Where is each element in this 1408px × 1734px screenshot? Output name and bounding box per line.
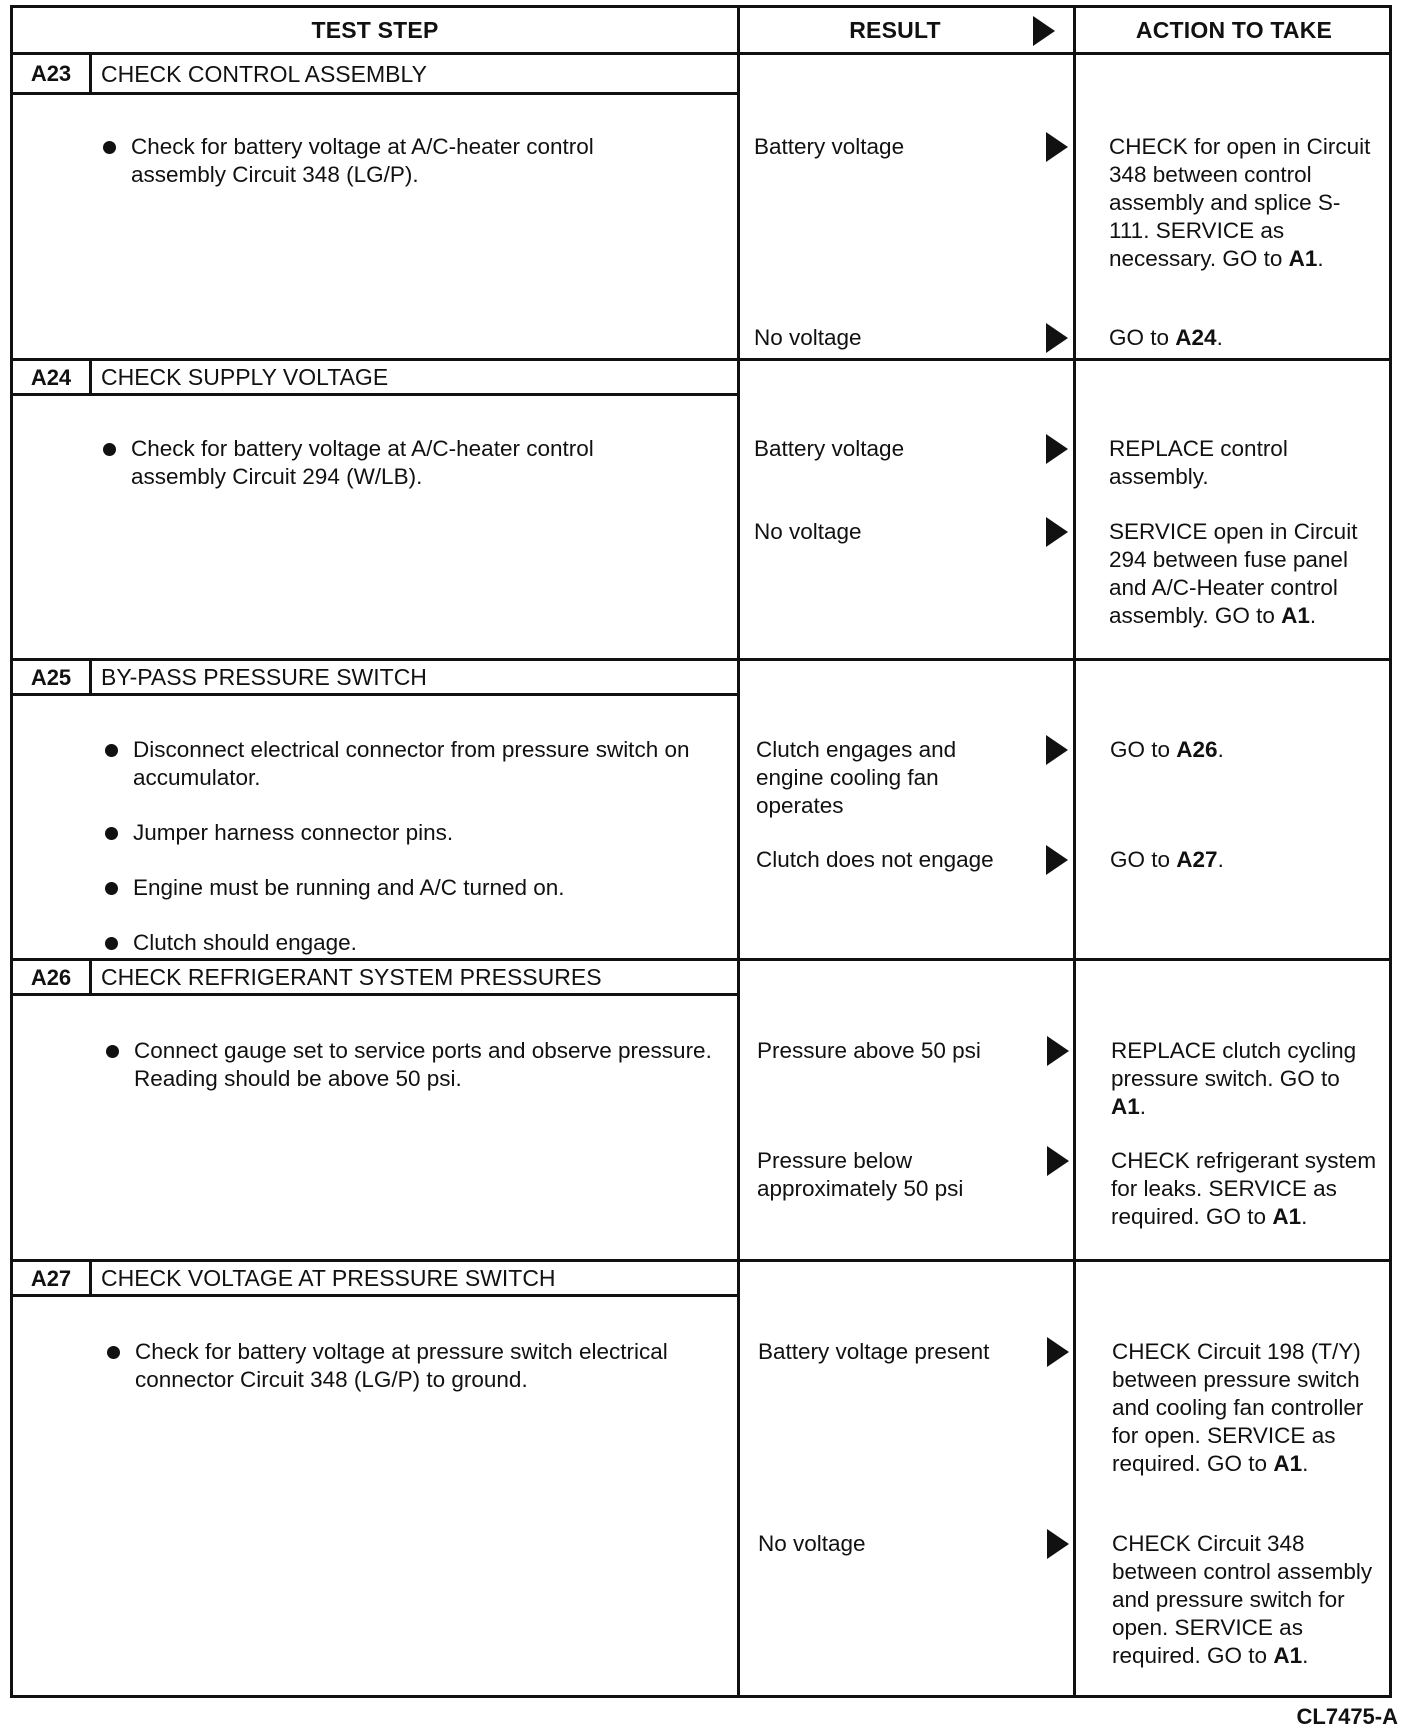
- title-underline: [13, 92, 737, 95]
- id-divider: [89, 361, 92, 394]
- id-divider: [89, 961, 92, 994]
- instruction-bullet: Clutch should engage.: [133, 929, 693, 957]
- figure-code: CL7475-A: [1296, 1704, 1398, 1729]
- step-title: BY-PASS PRESSURE SWITCH: [101, 664, 427, 690]
- result-text: No voltage: [758, 1531, 866, 1556]
- instruction-bullet: Check for battery voltage at A/C-heater control assembly Circuit 348 (LG/P).: [131, 133, 691, 189]
- action-text: GO to A24.: [1109, 325, 1223, 350]
- header-test-step: TEST STEP: [311, 16, 439, 43]
- result-arrow-icon: [1046, 434, 1068, 464]
- action-text: GO to A26.: [1110, 737, 1224, 762]
- result-arrow-icon: [1046, 517, 1068, 547]
- bullet-dot-icon: [105, 827, 118, 840]
- column-divider: [737, 8, 740, 1698]
- column-divider: [1073, 8, 1076, 1698]
- result-text: Battery voltage: [754, 134, 905, 159]
- step-title: CHECK CONTROL ASSEMBLY: [101, 60, 427, 87]
- result-text: Battery voltage present: [758, 1339, 990, 1364]
- result-text: Clutch engages and engine cooling fan operates: [756, 737, 957, 818]
- step-title: CHECK SUPPLY VOLTAGE: [101, 364, 389, 390]
- diagnostic-chart: [10, 5, 1392, 1698]
- result-text: No voltage: [754, 519, 862, 544]
- result-text: Clutch does not engage: [756, 847, 994, 872]
- bullet-dot-icon: [103, 443, 116, 456]
- instruction-bullet: Check for battery voltage at pressure switch electrical connector Circuit 348 (LG/P) to ground.: [135, 1338, 725, 1394]
- action-text: REPLACE control assembly.: [1109, 436, 1288, 489]
- result-arrow-icon: [1046, 323, 1068, 353]
- instruction-bullet: Engine must be running and A/C turned on.: [133, 874, 693, 902]
- action-text: CHECK Circuit 348 between control assembly and pressure switch for open. SERVICE as required. GO to A1.: [1112, 1531, 1373, 1668]
- bullet-dot-icon: [105, 937, 118, 950]
- header-arrow-icon: [1033, 16, 1055, 46]
- instruction-bullet: Check for battery voltage at A/C-heater control assembly Circuit 294 (W/LB).: [131, 435, 691, 491]
- result-arrow-icon: [1046, 132, 1068, 162]
- step-id: A26: [30, 964, 72, 990]
- action-text: CHECK Circuit 198 (T/Y) between pressure switch and cooling fan controller for open. SERVICE as required. GO to A1.: [1112, 1339, 1364, 1476]
- action-text: CHECK refrigerant system for leaks. SERVICE as required. GO to A1.: [1111, 1148, 1377, 1229]
- bullet-dot-icon: [106, 1045, 119, 1058]
- result-arrow-icon: [1047, 1146, 1069, 1176]
- bullet-dot-icon: [103, 141, 116, 154]
- result-text: Pressure above 50 psi: [757, 1038, 981, 1063]
- id-divider: [89, 1262, 92, 1295]
- bullet-dot-icon: [105, 882, 118, 895]
- id-divider: [89, 55, 92, 93]
- result-arrow-icon: [1047, 1529, 1069, 1559]
- instruction-bullet: Disconnect electrical connector from pressure switch on accumulator.: [133, 736, 693, 792]
- action-text: REPLACE clutch cycling pressure switch. GO to A1.: [1111, 1038, 1357, 1119]
- bullet-dot-icon: [107, 1346, 120, 1359]
- instruction-bullet: Jumper harness connector pins.: [133, 819, 693, 847]
- result-arrow-icon: [1047, 1337, 1069, 1367]
- step-id: A27: [30, 1265, 72, 1291]
- step-title: CHECK REFRIGERANT SYSTEM PRESSURES: [101, 964, 602, 990]
- result-text: Battery voltage: [754, 436, 905, 461]
- bullet-dot-icon: [105, 744, 118, 757]
- result-text: No voltage: [754, 325, 862, 350]
- chart-header: [13, 8, 1389, 55]
- result-text: Pressure below approximately 50 psi: [757, 1148, 964, 1201]
- result-arrow-icon: [1046, 735, 1068, 765]
- step-id: A25: [30, 664, 72, 690]
- result-arrow-icon: [1047, 1036, 1069, 1066]
- header-action: ACTION TO TAKE: [1135, 16, 1333, 43]
- action-text: GO to A27.: [1110, 847, 1224, 872]
- step-id: A24: [30, 364, 72, 390]
- instruction-bullet: Connect gauge set to service ports and observe pressure. Reading should be above 50 psi.: [134, 1037, 714, 1093]
- action-text: CHECK for open in Circuit 348 between control assembly and splice S-111. SERVICE as necessary. GO to A1.: [1109, 134, 1371, 271]
- step-id: A23: [30, 61, 72, 86]
- action-text: SERVICE open in Circuit 294 between fuse panel and A/C-Heater control assembly. GO to A1.: [1109, 519, 1358, 628]
- result-arrow-icon: [1046, 845, 1068, 875]
- id-divider: [89, 661, 92, 694]
- header-result: RESULT: [849, 16, 941, 43]
- step-title: CHECK VOLTAGE AT PRESSURE SWITCH: [101, 1265, 556, 1291]
